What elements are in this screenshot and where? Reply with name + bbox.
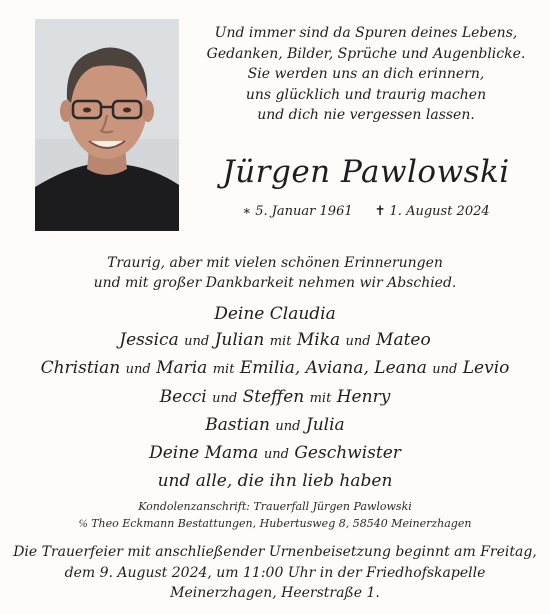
connector: und — [275, 418, 301, 434]
service-line: Die Trauerfeier mit anschließender Urnenbeisetzung beginnt am Freitag, — [13, 544, 537, 560]
connector: und — [345, 334, 371, 350]
connector: mit — [212, 362, 235, 378]
poem-line: Und immer sind da Spuren deines Lebens, — [214, 25, 518, 41]
condolence-line: Kondolenzanschrift: Trauerfall Jürgen Pawlowski — [138, 500, 412, 513]
mourner-line — [0, 468, 550, 494]
intro-line: Traurig, aber mit vielen schönen Erinnerungen — [107, 255, 443, 271]
condolence-address — [0, 498, 550, 532]
birth-star-icon: ∗ — [242, 204, 252, 219]
mourner-name: Levio — [462, 358, 510, 379]
deceased-name: Jürgen Pawlowski — [222, 154, 510, 190]
poem-line: Gedanken, Bilder, Sprüche und Augenblicke. — [206, 45, 526, 62]
death-date: 1. August 2024 — [389, 204, 490, 219]
portrait-photo-icon — [35, 19, 179, 231]
mourner-line — [0, 412, 550, 440]
service-line: Meinerzhagen, Heerstraße 1. — [170, 585, 380, 601]
connector: und — [263, 447, 289, 463]
mourner-line — [0, 384, 550, 412]
mourner-line — [0, 301, 550, 327]
poem — [196, 23, 536, 126]
connector: mit — [309, 390, 332, 406]
portrait-photo — [35, 19, 179, 231]
mourner-line — [0, 440, 550, 468]
mourner-name: Emilia, Aviana, Leana — [239, 358, 427, 379]
connector: und — [212, 390, 238, 406]
mourner-line — [0, 327, 550, 355]
mourner-name: Deine Claudia — [214, 304, 336, 324]
mourners-list — [0, 301, 550, 494]
intro-line: und mit großer Dankbarkeit nehmen wir Abschied. — [93, 275, 457, 291]
mourner-name: Geschwister — [294, 443, 401, 464]
mourner-name: Becci — [159, 386, 207, 407]
funeral-service-info — [0, 542, 550, 604]
mourner-name: Steffen — [242, 386, 305, 407]
mourner-name: Deine Mama — [149, 443, 259, 464]
mourner-name: Julia — [305, 414, 345, 435]
service-line: dem 9. August 2024, um 11:00 Uhr in der Friedhofskapelle — [64, 564, 486, 581]
mourner-name: Henry — [336, 386, 391, 407]
poem-line: und dich nie vergessen lassen. — [257, 107, 475, 123]
poem-line: uns glücklich und traurig machen — [245, 86, 487, 103]
birth-date: 5. Januar 1961 — [255, 204, 353, 219]
mourner-name: Christian — [40, 358, 121, 379]
mourner-name: Mateo — [376, 330, 431, 351]
connector: mit — [269, 334, 292, 350]
mourner-line — [0, 355, 550, 383]
life-dates — [196, 202, 536, 222]
mourner-name: Julian — [214, 330, 265, 351]
condolence-line: ℅ Theo Eckmann Bestattungen, Hubertusweg 8, 58540 Meinerzhagen — [78, 517, 472, 530]
mourner-name: Jessica — [119, 330, 179, 351]
poem-line: Sie werden uns an dich erinnern, — [247, 66, 485, 82]
mourner-name: und alle, die ihn lieb haben — [157, 471, 393, 492]
connector: und — [125, 362, 151, 378]
mourner-name: Mika — [296, 330, 341, 351]
connector: und — [184, 334, 210, 350]
mourner-name: Bastian — [205, 414, 271, 435]
mourner-name: Maria — [156, 358, 208, 379]
death-cross-icon: ✝ — [374, 204, 386, 219]
farewell-intro — [0, 253, 550, 293]
connector: und — [432, 362, 458, 378]
